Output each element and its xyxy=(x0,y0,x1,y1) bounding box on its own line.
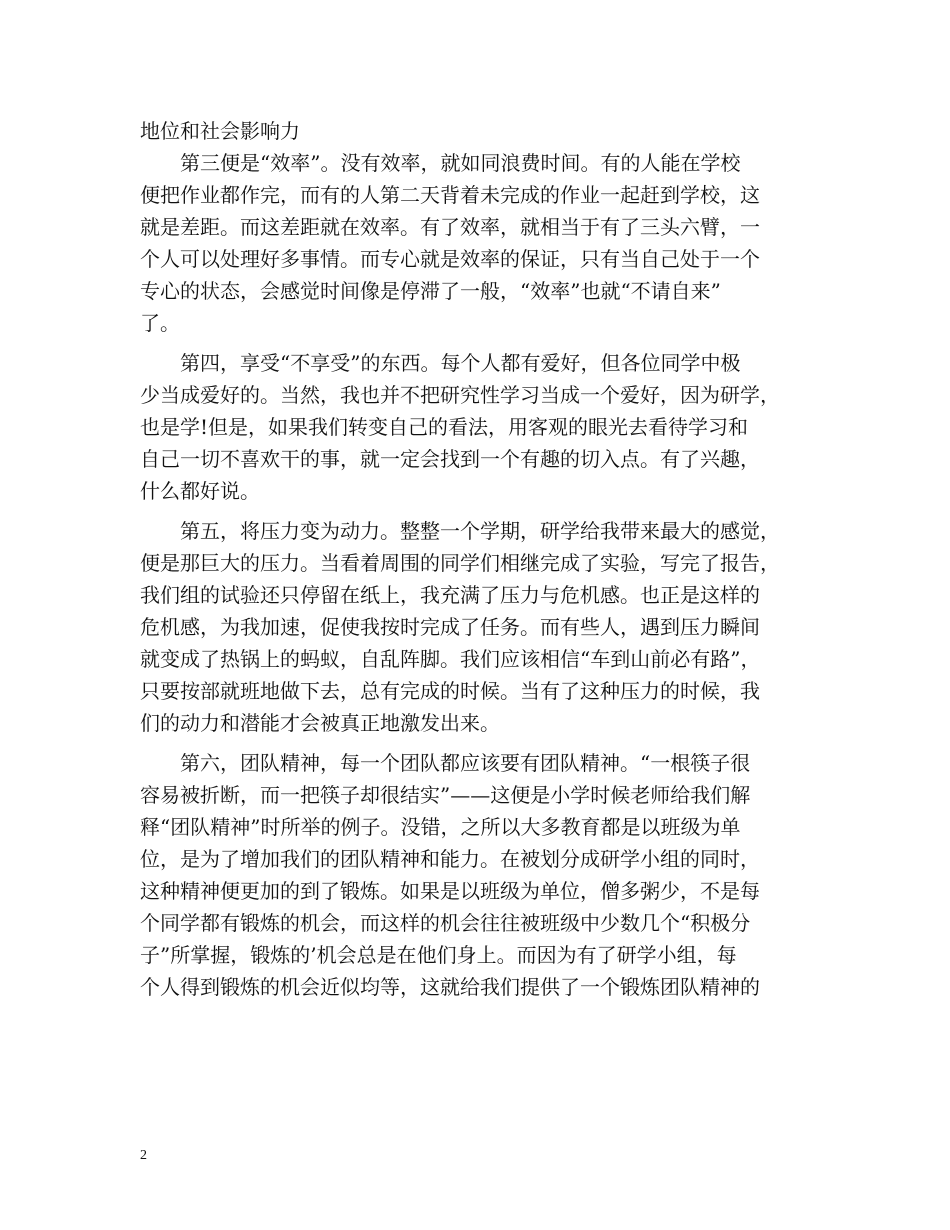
paragraph-gap xyxy=(140,739,810,747)
page-number: 2 xyxy=(140,1148,147,1163)
text-line: 释“团队精神”时所举的例子。没错，之所以大多教育都是以班级为单 xyxy=(140,815,741,839)
paragraph-fourth-start: 第四，享受“不享受”的东西。每个人都有爱好，但各位同学中极 xyxy=(180,351,741,375)
text-line: 危机感，为我加速，促使我按时完成了任务。而有些人，遇到压力瞬间 xyxy=(140,615,760,639)
text-line: 地位和社会影响力 xyxy=(140,119,300,143)
text-line: 个人可以处理好多事情。而专心就是效率的保证，只有当自己处于一个 xyxy=(140,247,760,271)
text-line: 子”所掌握，锻炼的’机会总是在他们身上。而因为有了研学小组，每 xyxy=(140,943,737,967)
text-line: 也是学!但是，如果我们转变自己的看法，用客观的眼光去看待学习和 xyxy=(140,415,749,439)
body-text xyxy=(140,115,810,1003)
text-line: 自己一切不喜欢干的事，就一定会找到一个有趣的切入点。有了兴趣， xyxy=(140,447,760,471)
text-line: 个人得到锻炼的机会近似均等，这就给我们提供了一个锻炼团队精神的 xyxy=(140,975,760,999)
text-line: 这种精神便更加的到了锻炼。如果是以班级为单位，僧多粥少，不是每 xyxy=(140,879,760,903)
paragraph-gap xyxy=(140,339,810,347)
text-line: 专心的状态，会感觉时间像是停滞了一般，“效率”也就“不请自来” xyxy=(140,279,721,303)
paragraph-fifth-start: 第五，将压力变为动力。整整一个学期，研学给我带来最大的感觉， xyxy=(180,519,780,543)
text-line: 个同学都有锻炼的机会，而这样的机会往往被班级中少数几个“积极分 xyxy=(140,911,751,935)
text-line: 容易被折断，而一把筷子却很结实”——这便是小学时候老师给我们解 xyxy=(140,783,751,807)
text-line: 便是那巨大的压力。当看着周围的同学们相继完成了实验，写完了报告， xyxy=(140,551,780,575)
text-line: 位，是为了增加我们的团队精神和能力。在被划分成研学小组的同时， xyxy=(140,847,760,871)
text-line: 了。 xyxy=(140,311,180,335)
text-line: 什么都好说。 xyxy=(140,479,260,503)
text-line: 就变成了热锅上的蚂蚁，自乱阵脚。我们应该相信“车到山前必有路”， xyxy=(140,647,761,671)
paragraph-sixth-start: 第六，团队精神，每一个团队都应该要有团队精神。“一根筷子很 xyxy=(180,751,751,775)
text-line: 只要按部就班地做下去，总有完成的时候。当有了这种压力的时候，我 xyxy=(140,679,760,703)
text-line: 们的动力和潜能才会被真正地激发出来。 xyxy=(140,711,500,735)
text-line: 少当成爱好的。当然，我也并不把研究性学习当成一个爱好，因为研学， xyxy=(140,383,780,407)
text-line: 便把作业都作完，而有的人第二天背着未完成的作业一起赶到学校，这 xyxy=(140,183,760,207)
text-line: 我们组的试验还只停留在纸上，我充满了压力与危机感。也正是这样的 xyxy=(140,583,760,607)
text-line: 就是差距。而这差距就在效率。有了效率，就相当于有了三头六臂，一 xyxy=(140,215,760,239)
paragraph-gap xyxy=(140,507,810,515)
paragraph-third-start: 第三便是“效率”。没有效率，就如同浪费时间。有的人能在学校 xyxy=(180,151,741,175)
